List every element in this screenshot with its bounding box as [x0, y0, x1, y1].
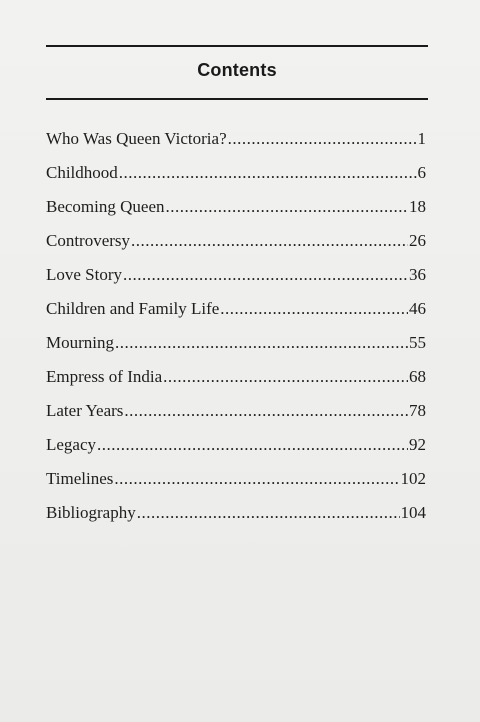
toc-entry[interactable] [46, 156, 426, 190]
toc-entry-title: Bibliography [46, 503, 136, 522]
table-of-contents [46, 122, 426, 530]
toc-entry-page: 46 [409, 299, 426, 318]
toc-entry-page: 68 [409, 367, 426, 386]
toc-entry-page: 55 [409, 333, 426, 352]
toc-entry-title: Children and Family Life [46, 299, 220, 318]
toc-entry[interactable] [46, 190, 426, 224]
toc-entry-title: Childhood [46, 163, 118, 182]
toc-entry-title: Love Story [46, 265, 123, 284]
dot-leader [166, 190, 409, 224]
toc-entry[interactable] [46, 462, 426, 496]
toc-entry[interactable] [46, 428, 426, 462]
dot-leader [123, 258, 408, 292]
page-title: Contents [197, 60, 277, 80]
toc-entry-title: Legacy [46, 435, 97, 454]
toc-entry-page: 102 [400, 469, 426, 488]
toc-entry-page: 1 [417, 129, 426, 148]
toc-entry-page: 18 [409, 197, 426, 216]
toc-entry-page: 78 [409, 401, 426, 420]
toc-entry-page: 6 [417, 163, 426, 182]
dot-leader [97, 428, 408, 462]
toc-entry-page: 104 [400, 503, 426, 522]
toc-entry-title: Later Years [46, 401, 124, 420]
dot-leader [114, 462, 399, 496]
dot-leader [131, 224, 408, 258]
toc-entry-page: 36 [409, 265, 426, 284]
top-rule [46, 45, 428, 47]
toc-entry-title: Controversy [46, 231, 131, 250]
dot-leader [163, 360, 408, 394]
toc-entry[interactable] [46, 292, 426, 326]
toc-entry[interactable] [46, 122, 426, 156]
toc-entry-title: Who Was Queen Victoria? [46, 129, 227, 148]
title-rule [46, 98, 428, 100]
toc-entry-page: 92 [409, 435, 426, 454]
dot-leader [124, 394, 408, 428]
toc-entry[interactable] [46, 326, 426, 360]
toc-entry-title: Timelines [46, 469, 114, 488]
dot-leader [115, 326, 408, 360]
toc-entry[interactable] [46, 258, 426, 292]
toc-entry-title: Empress of India [46, 367, 163, 386]
toc-entry[interactable] [46, 496, 426, 530]
toc-entry-page: 26 [409, 231, 426, 250]
toc-entry-title: Becoming Queen [46, 197, 165, 216]
toc-entry[interactable] [46, 224, 426, 258]
dot-leader [228, 122, 417, 156]
dot-leader [119, 156, 417, 190]
toc-entry[interactable] [46, 360, 426, 394]
toc-entry[interactable] [46, 394, 426, 428]
dot-leader [220, 292, 408, 326]
toc-entry-title: Mourning [46, 333, 114, 352]
dot-leader [137, 496, 400, 530]
